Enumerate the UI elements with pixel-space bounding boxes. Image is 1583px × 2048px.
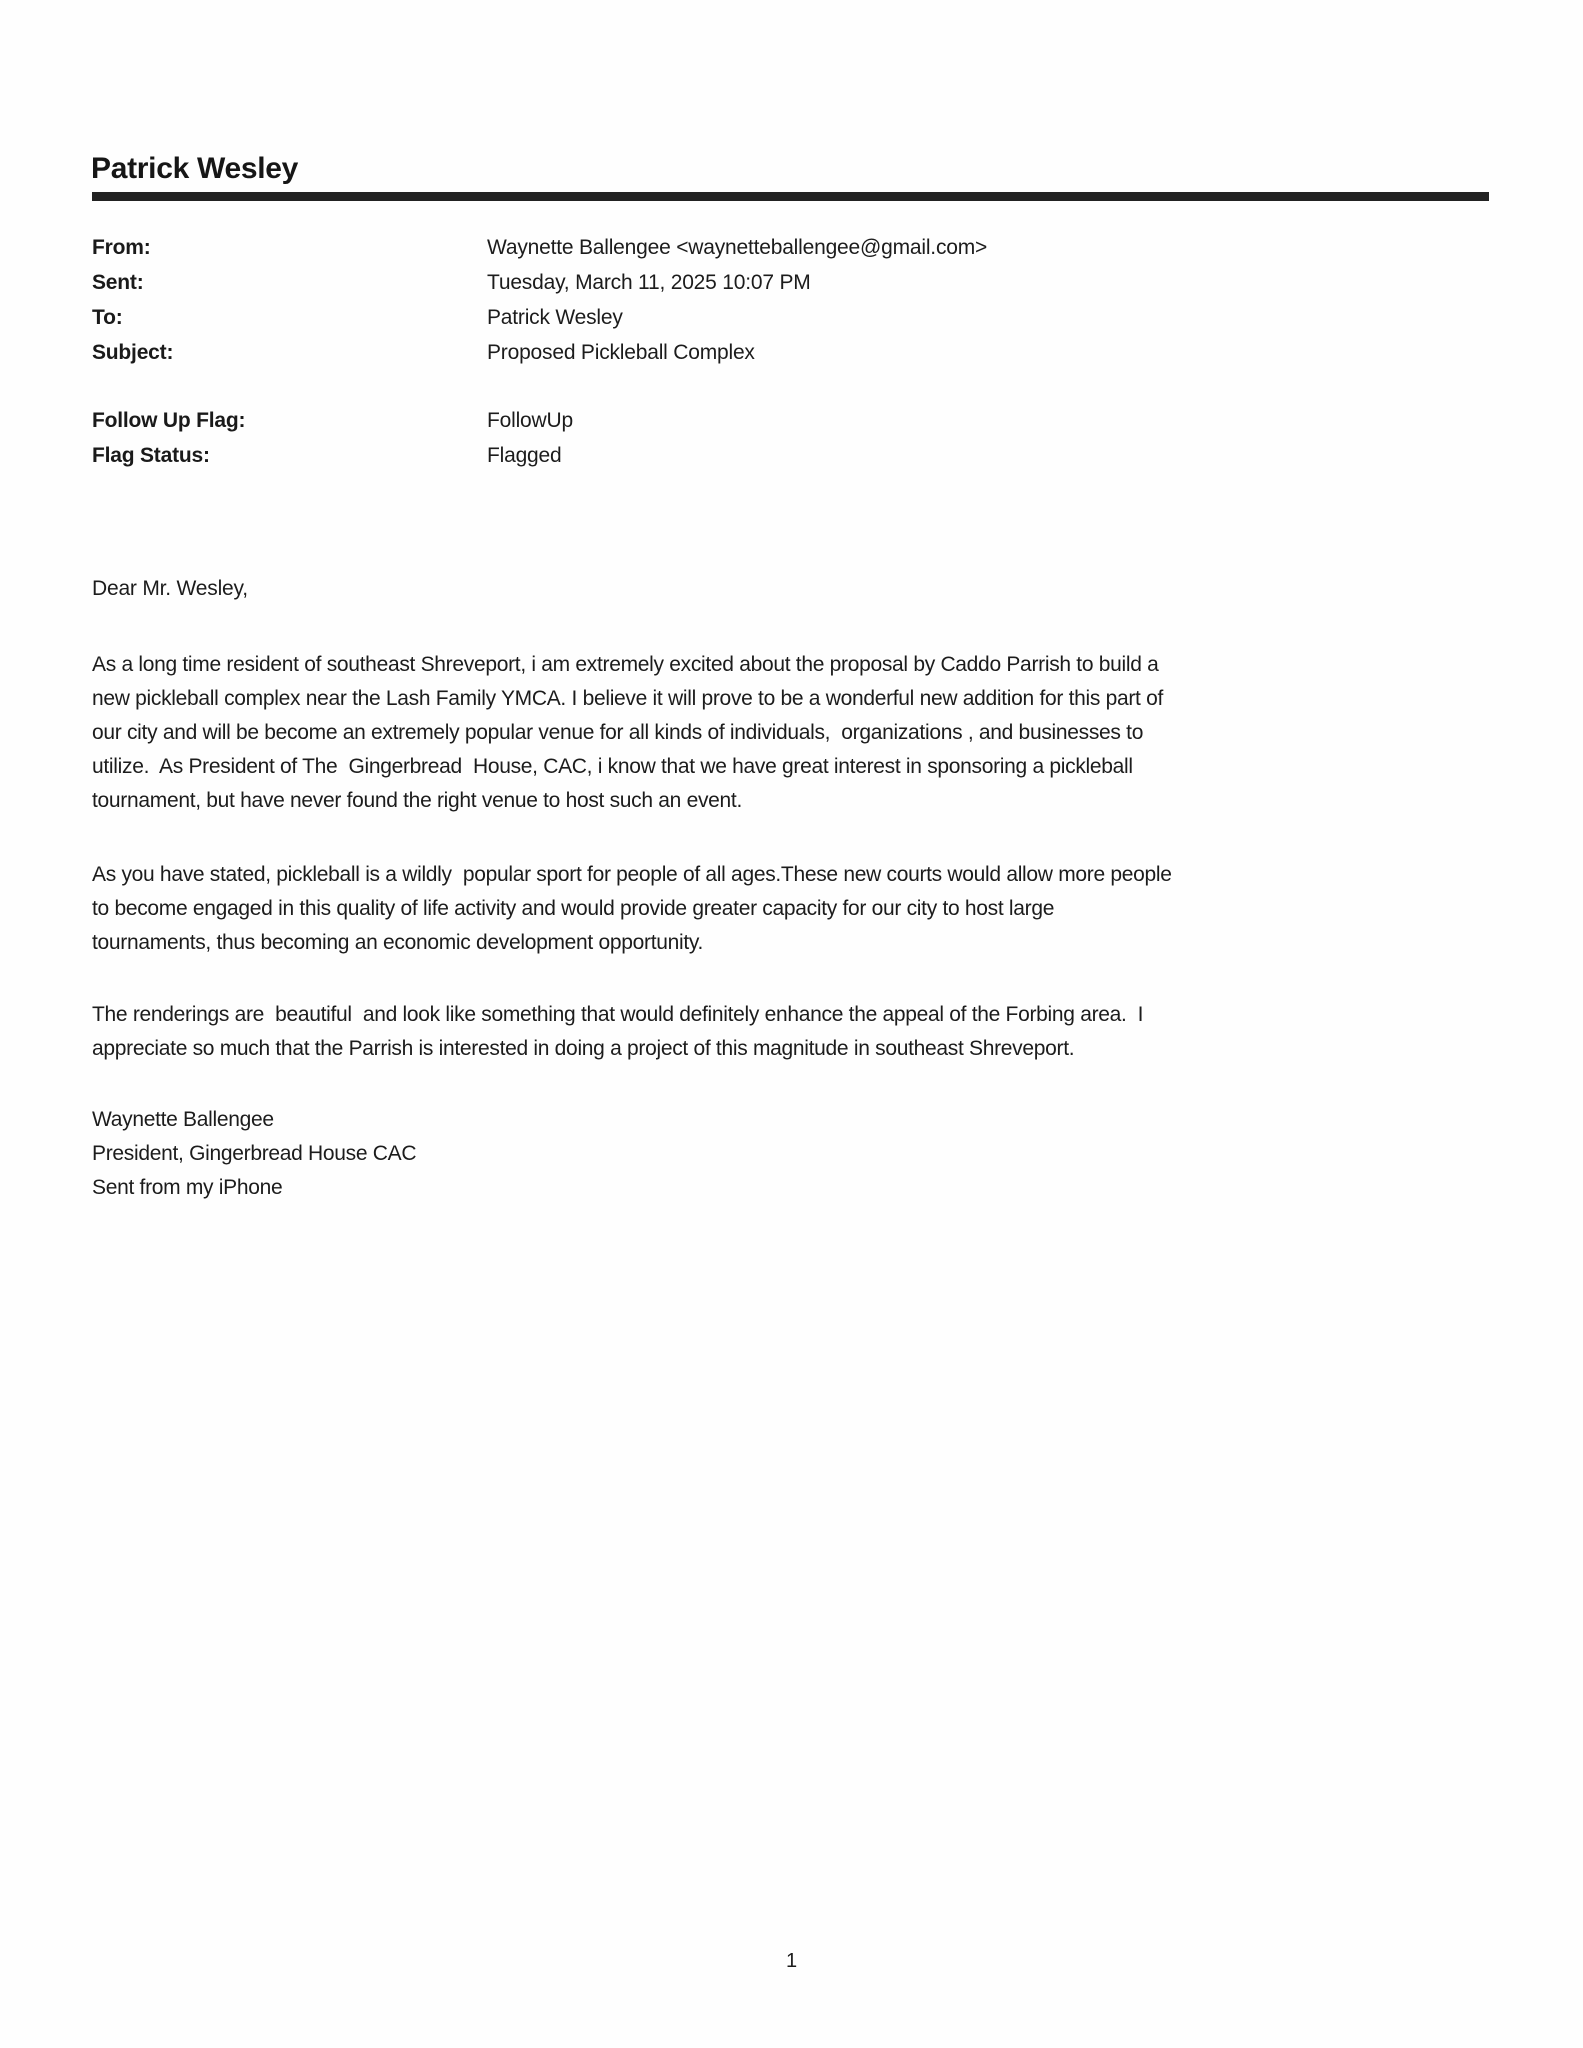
email-flag-block: [92, 403, 1192, 473]
header-divider-rule: [92, 192, 1489, 201]
meta-value-followup-flag: FollowUp: [487, 408, 573, 432]
meta-row-from: [92, 230, 1192, 265]
body-paragraph-1: [92, 648, 1163, 818]
paragraph-line: utilize. As President of The Gingerbread House, CAC, i know that we have great interest in sponsoring a pickleball: [92, 755, 1133, 778]
meta-label-followup-flag: Follow Up Flag:: [92, 408, 246, 432]
paragraph-line: As you have stated, pickleball is a wildly popular sport for people of all ages.These new courts would allow more people: [92, 863, 1172, 886]
page-number: 1: [785, 1950, 798, 1972]
paragraph-line: new pickleball complex near the Lash Family YMCA. I believe it will prove to be a wonderful new addition for this part of: [92, 687, 1164, 710]
meta-label-to: To:: [92, 305, 123, 329]
meta-row-followup-flag: [92, 403, 1192, 438]
meta-label-subject: Subject:: [92, 340, 174, 364]
signature-name: Waynette Ballengee: [92, 1108, 274, 1131]
paragraph-line: appreciate so much that the Parrish is interested in doing a project of this magnitude in southeast Shreveport.: [92, 1037, 1075, 1060]
meta-label-sent: Sent:: [92, 270, 144, 294]
recipient-name-header: Patrick Wesley: [91, 152, 299, 185]
signature-title: President, Gingerbread House CAC: [92, 1142, 417, 1165]
paragraph-line: to become engaged in this quality of life activity and would provide greater capacity for our city to host large: [92, 897, 1055, 920]
meta-row-sent: [92, 265, 1192, 300]
paragraph-line: The renderings are beautiful and look like something that would definitely enhance the appeal of the Forbing area. I: [92, 1003, 1144, 1026]
meta-row-to: [92, 300, 1192, 335]
paragraph-line: As a long time resident of southeast Shreveport, i am extremely excited about the proposal by Caddo Parrish to build a: [92, 653, 1159, 676]
meta-value-flag-status: Flagged: [487, 443, 562, 467]
meta-label-flag-status: Flag Status:: [92, 443, 210, 467]
meta-row-subject: [92, 335, 1192, 370]
body-paragraph-2: [92, 858, 1172, 960]
meta-value-from: Waynette Ballengee <waynetteballengee@gmail.com>: [487, 235, 988, 259]
paragraph-line: tournament, but have never found the right venue to host such an event.: [92, 789, 742, 812]
meta-value-sent: Tuesday, March 11, 2025 10:07 PM: [487, 270, 811, 294]
paragraph-line: tournaments, thus becoming an economic development opportunity.: [92, 931, 704, 954]
signature-block: [92, 1103, 416, 1205]
meta-label-from: From:: [92, 235, 151, 259]
body-paragraph-3: [92, 998, 1143, 1066]
signature-sent-from: Sent from my iPhone: [92, 1176, 283, 1199]
meta-value-to: Patrick Wesley: [487, 305, 623, 329]
meta-row-flag-status: [92, 438, 1192, 473]
greeting-line: Dear Mr. Wesley,: [92, 577, 248, 600]
meta-value-subject: Proposed Pickleball Complex: [487, 340, 755, 364]
email-meta-block: [92, 230, 1192, 370]
paragraph-line: our city and will be become an extremely popular venue for all kinds of individuals, organizations , and businesses to: [92, 721, 1144, 744]
